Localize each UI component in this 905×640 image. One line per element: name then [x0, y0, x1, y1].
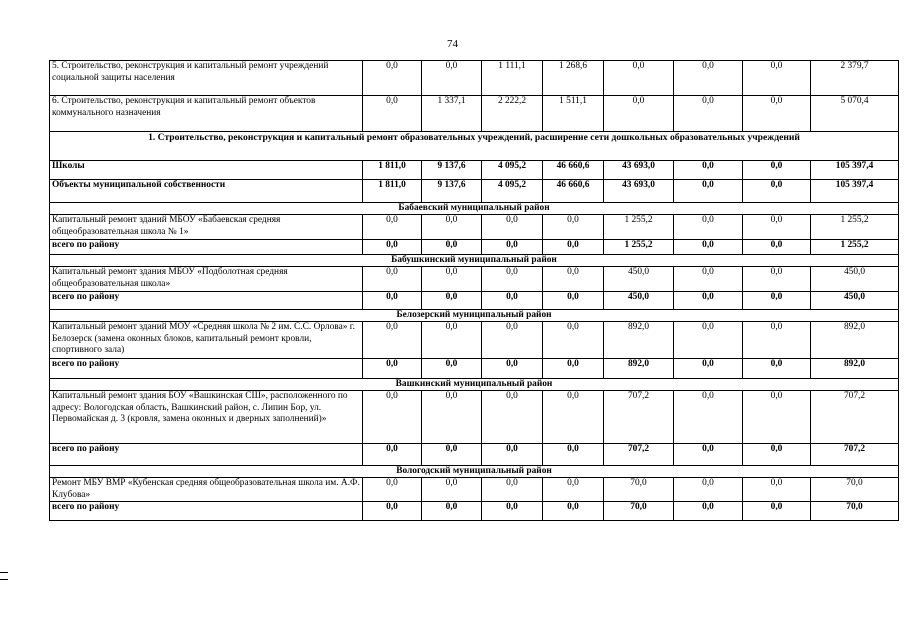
district-total-row — [50, 502, 899, 521]
value-cell: 2 379,7 — [811, 61, 899, 96]
row-label: 6. Строительство, реконструкция и капитальный ремонт объектов коммунального назначения — [50, 96, 363, 132]
project-row — [50, 267, 899, 292]
value-cell: 0,0 — [422, 444, 482, 466]
value-cell: 0,0 — [543, 391, 604, 444]
value-cell: 5 070,4 — [811, 96, 899, 132]
value-cell: 0,0 — [743, 502, 811, 521]
row-label: всего по району — [50, 292, 363, 310]
value-cell: 70,0 — [604, 478, 674, 502]
value-cell: 0,0 — [482, 267, 543, 292]
value-cell: 0,0 — [543, 359, 604, 379]
row-label: Капитальный ремонт здания МБОУ «Подболотная средняя общеобразовательная школа» — [50, 267, 363, 292]
value-cell: 0,0 — [482, 478, 543, 502]
row-label: Капитальный ремонт зданий МБОУ «Бабаевская средняя общеобразовательная школа № 1» — [50, 215, 363, 240]
value-cell: 9 137,6 — [422, 180, 482, 203]
value-cell: 1 111,1 — [482, 61, 543, 96]
project-row — [50, 215, 899, 240]
value-cell: 0,0 — [422, 478, 482, 502]
value-cell: 0,0 — [743, 96, 811, 132]
project-row — [50, 322, 899, 359]
value-cell: 0,0 — [543, 215, 604, 240]
value-cell: 0,0 — [363, 502, 422, 521]
value-cell: 707,2 — [604, 444, 674, 466]
value-cell: 0,0 — [743, 292, 811, 310]
value-cell: 0,0 — [543, 322, 604, 359]
value-cell: 707,2 — [811, 444, 899, 466]
value-cell: 0,0 — [674, 359, 743, 379]
value-cell: 0,0 — [422, 359, 482, 379]
value-cell: 1 255,2 — [604, 215, 674, 240]
value-cell: 1 337,1 — [422, 96, 482, 132]
value-cell: 0,0 — [363, 215, 422, 240]
value-cell: 0,0 — [674, 96, 743, 132]
value-cell: 0,0 — [363, 478, 422, 502]
district-title: Бабаевский муниципальный район — [50, 203, 899, 215]
district-title-row — [50, 203, 899, 215]
row-label: Капитальный ремонт здания БОУ «Вашкинская СШ», расположенного по адресу: Вологодская область, Вашкинский район, с. Липин Бор, ул. Первомайская д. 3 (кровля, замена оконных и дверных заполнений)» — [50, 391, 363, 444]
value-cell: 0,0 — [422, 61, 482, 96]
value-cell: 70,0 — [811, 478, 899, 502]
value-cell: 0,0 — [743, 61, 811, 96]
value-cell: 0,0 — [482, 359, 543, 379]
value-cell: 0,0 — [422, 240, 482, 255]
project-row — [50, 478, 899, 502]
value-cell: 450,0 — [604, 267, 674, 292]
section-title: 1. Строительство, реконструкция и капитальный ремонт образовательных учреждений, расширение сети дошкольных образовательных учреждений — [50, 132, 899, 161]
district-total-row — [50, 292, 899, 310]
margin-mark — [0, 572, 8, 573]
value-cell: 9 137,6 — [422, 161, 482, 180]
row-label: всего по району — [50, 502, 363, 521]
value-cell: 0,0 — [604, 96, 674, 132]
value-cell: 0,0 — [604, 61, 674, 96]
value-cell: 0,0 — [482, 444, 543, 466]
row-label: 5. Строительство, реконструкция и капитальный ремонт учреждений социальной защиты населения — [50, 61, 363, 96]
row-label: Объекты муниципальной собственности — [50, 180, 363, 203]
value-cell: 70,0 — [604, 502, 674, 521]
budget-table — [49, 60, 899, 521]
value-cell: 0,0 — [422, 391, 482, 444]
category-row — [50, 61, 899, 96]
value-cell: 0,0 — [422, 502, 482, 521]
value-cell: 1 811,0 — [363, 161, 422, 180]
value-cell: 0,0 — [543, 502, 604, 521]
district-total-row — [50, 444, 899, 466]
value-cell: 0,0 — [743, 359, 811, 379]
value-cell: 0,0 — [743, 161, 811, 180]
value-cell: 0,0 — [482, 215, 543, 240]
value-cell: 0,0 — [482, 502, 543, 521]
value-cell: 0,0 — [674, 444, 743, 466]
summary-row — [50, 161, 899, 180]
value-cell: 46 660,6 — [543, 180, 604, 203]
value-cell: 0,0 — [743, 180, 811, 203]
value-cell: 0,0 — [674, 61, 743, 96]
value-cell: 0,0 — [422, 322, 482, 359]
district-title: Вашкинский муниципальный район — [50, 379, 899, 391]
value-cell: 0,0 — [674, 391, 743, 444]
project-row — [50, 391, 899, 444]
row-label: Капитальный ремонт зданий МОУ «Средняя школа № 2 им. С.С. Орлова» г. Белозерск (замена оконных блоков, капитальный ремонт кровли, спортивного зала) — [50, 322, 363, 359]
value-cell: 0,0 — [482, 391, 543, 444]
section-title-row — [50, 132, 899, 161]
page-number: 74 — [447, 38, 458, 50]
value-cell: 0,0 — [743, 391, 811, 444]
value-cell: 0,0 — [363, 267, 422, 292]
value-cell: 0,0 — [674, 161, 743, 180]
row-label: всего по району — [50, 444, 363, 466]
value-cell: 0,0 — [743, 478, 811, 502]
value-cell: 2 222,2 — [482, 96, 543, 132]
value-cell: 43 693,0 — [604, 161, 674, 180]
row-label: всего по району — [50, 240, 363, 255]
value-cell: 892,0 — [604, 322, 674, 359]
value-cell: 0,0 — [363, 240, 422, 255]
district-total-row — [50, 359, 899, 379]
value-cell: 43 693,0 — [604, 180, 674, 203]
margin-mark — [0, 579, 8, 580]
value-cell: 0,0 — [363, 61, 422, 96]
row-label: Школы — [50, 161, 363, 180]
value-cell: 4 095,2 — [482, 180, 543, 203]
value-cell: 0,0 — [422, 267, 482, 292]
value-cell: 70,0 — [811, 502, 899, 521]
value-cell: 0,0 — [674, 240, 743, 255]
value-cell: 0,0 — [482, 322, 543, 359]
value-cell: 0,0 — [422, 215, 482, 240]
value-cell: 0,0 — [482, 292, 543, 310]
value-cell: 1 511,1 — [543, 96, 604, 132]
value-cell: 105 397,4 — [811, 161, 899, 180]
value-cell: 0,0 — [743, 267, 811, 292]
category-row — [50, 96, 899, 132]
district-title: Вологодский муниципальный район — [50, 466, 899, 478]
value-cell: 0,0 — [363, 96, 422, 132]
value-cell: 0,0 — [674, 322, 743, 359]
value-cell: 0,0 — [743, 240, 811, 255]
value-cell: 450,0 — [811, 267, 899, 292]
value-cell: 0,0 — [363, 292, 422, 310]
value-cell: 0,0 — [422, 292, 482, 310]
district-title-row — [50, 310, 899, 322]
district-title: Бабушкинский муниципальный район — [50, 255, 899, 267]
value-cell: 105 397,4 — [811, 180, 899, 203]
value-cell: 0,0 — [543, 292, 604, 310]
value-cell: 0,0 — [674, 478, 743, 502]
district-title-row — [50, 255, 899, 267]
value-cell: 4 095,2 — [482, 161, 543, 180]
district-title-row — [50, 466, 899, 478]
value-cell: 0,0 — [543, 478, 604, 502]
value-cell: 0,0 — [363, 322, 422, 359]
value-cell: 0,0 — [674, 267, 743, 292]
value-cell: 0,0 — [743, 322, 811, 359]
value-cell: 0,0 — [363, 391, 422, 444]
row-label: всего по району — [50, 359, 363, 379]
value-cell: 1 255,2 — [811, 240, 899, 255]
value-cell: 1 811,0 — [363, 180, 422, 203]
value-cell: 0,0 — [543, 267, 604, 292]
value-cell: 46 660,6 — [543, 161, 604, 180]
value-cell: 707,2 — [604, 391, 674, 444]
district-title: Белозерский муниципальный район — [50, 310, 899, 322]
value-cell: 0,0 — [363, 359, 422, 379]
district-title-row — [50, 379, 899, 391]
value-cell: 1 255,2 — [811, 215, 899, 240]
row-label: Ремонт МБУ ВМР «Кубенская средняя общеобразовательная школа им. А.Ф. Клубова» — [50, 478, 363, 502]
district-total-row — [50, 240, 899, 255]
value-cell: 0,0 — [543, 444, 604, 466]
value-cell: 450,0 — [604, 292, 674, 310]
value-cell: 0,0 — [543, 240, 604, 255]
value-cell: 0,0 — [674, 502, 743, 521]
value-cell: 450,0 — [811, 292, 899, 310]
value-cell: 1 268,6 — [543, 61, 604, 96]
value-cell: 0,0 — [482, 240, 543, 255]
value-cell: 0,0 — [674, 180, 743, 203]
summary-row — [50, 180, 899, 203]
value-cell: 0,0 — [743, 215, 811, 240]
value-cell: 892,0 — [604, 359, 674, 379]
value-cell: 0,0 — [743, 444, 811, 466]
value-cell: 1 255,2 — [604, 240, 674, 255]
value-cell: 707,2 — [811, 391, 899, 444]
value-cell: 892,0 — [811, 322, 899, 359]
value-cell: 892,0 — [811, 359, 899, 379]
value-cell: 0,0 — [674, 215, 743, 240]
value-cell: 0,0 — [363, 444, 422, 466]
value-cell: 0,0 — [674, 292, 743, 310]
